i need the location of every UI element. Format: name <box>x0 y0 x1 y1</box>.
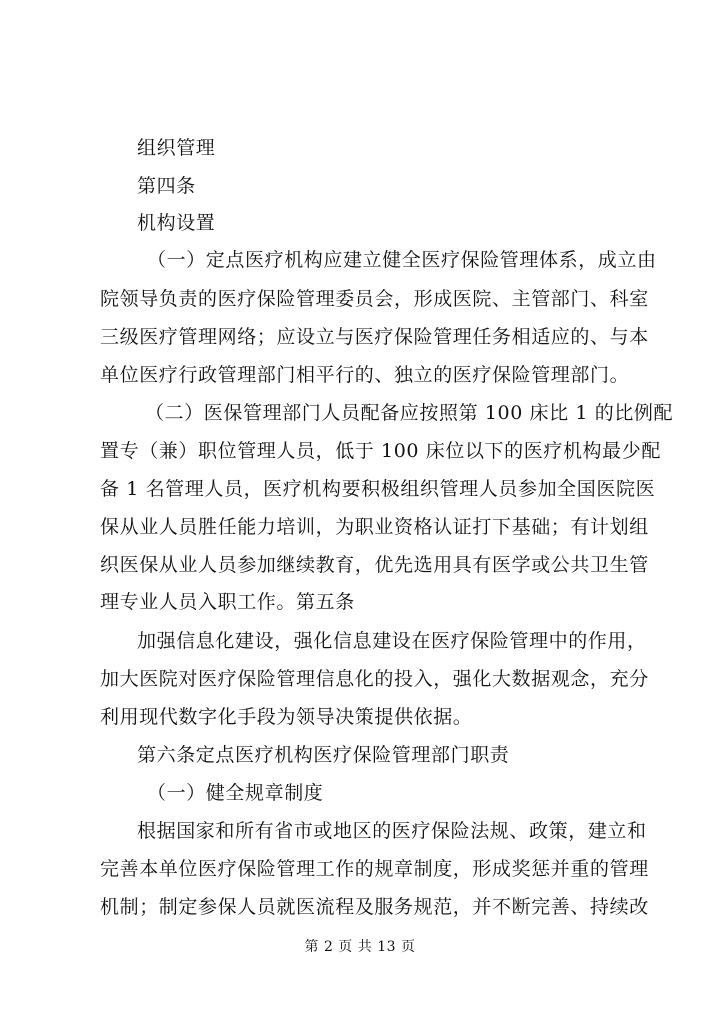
paragraph-line: 备 1 名管理人员，医疗机构要积极组织管理人员参加全国医院医 <box>100 478 656 500</box>
paragraph-line: 机制；制定参保人员就医流程及服务规范，并不断完善、持续改 <box>100 896 649 918</box>
heading-organization-management: 组织管理 <box>137 137 216 159</box>
heading-institution-setup: 机构设置 <box>137 212 216 234</box>
paragraph-line: 加强信息化建设，强化信息建设在医疗保险管理中的作用， <box>137 630 647 652</box>
paragraph-line: （一）定点医疗机构应建立健全医疗保险管理体系，成立由 <box>147 249 657 271</box>
paragraph-line: 理专业人员入职工作。第五条 <box>100 591 355 613</box>
paragraph-line: 置专（兼）职位管理人员，低于 100 床位以下的医疗机构最少配 <box>100 440 661 462</box>
heading-article-6: 第六条定点医疗机构医疗保险管理部门职责 <box>137 744 510 766</box>
heading-article-4: 第四条 <box>137 175 196 197</box>
paragraph-line: 保从业人员胜任能力培训，为职业资格认证打下基础；有计划组 <box>100 516 649 538</box>
heading-rules-system: （一）健全规章制度 <box>147 782 324 804</box>
paragraph-line: 织医保从业人员参加继续教育，优先选用具有医学或公共卫生管 <box>100 554 649 576</box>
paragraph-line: 单位医疗行政管理部门相平行的、独立的医疗保险管理部门。 <box>100 364 630 386</box>
paragraph-line: （二）医保管理部门人员配备应按照第 100 床比 1 的比例配 <box>145 402 674 424</box>
paragraph-line: 加大医院对医疗保险管理信息化的投入，强化大数据观念，充分 <box>100 668 649 690</box>
paragraph-line: 根据国家和所有省市或地区的医疗保险法规、政策，建立和 <box>137 820 647 842</box>
page-number-footer: 第 2 页 共 13 页 <box>304 939 416 955</box>
paragraph-line: 院领导负责的医疗保险管理委员会，形成医院、主管部门、科室 <box>100 288 649 310</box>
paragraph-line: 三级医疗管理网络；应设立与医疗保险管理任务相适应的、与本 <box>100 326 649 348</box>
paragraph-line: 完善本单位医疗保险管理工作的规章制度，形成奖惩并重的管理 <box>100 858 649 880</box>
paragraph-line: 利用现代数字化手段为领导决策提供依据。 <box>100 706 473 728</box>
